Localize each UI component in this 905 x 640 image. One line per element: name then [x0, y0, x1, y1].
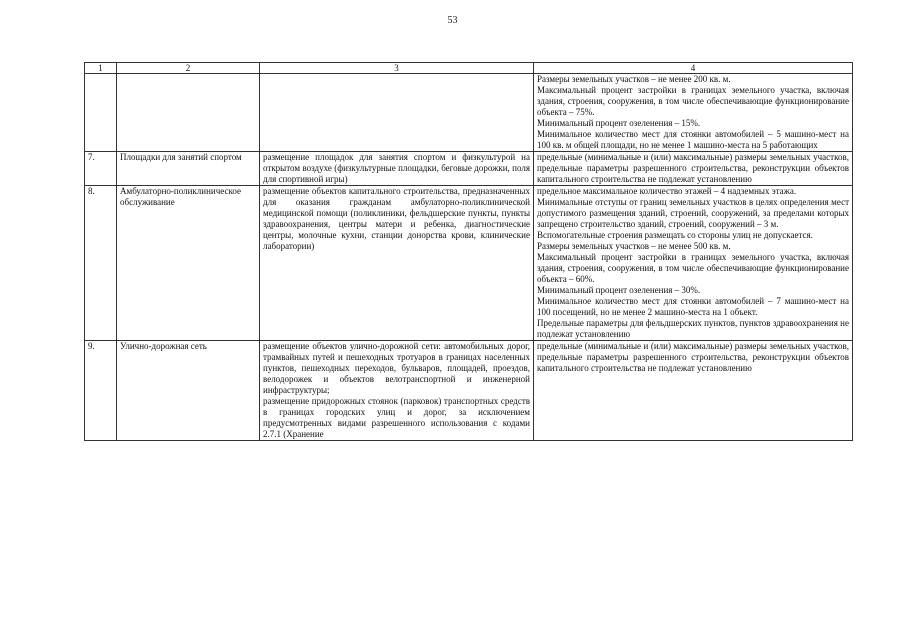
param-line: Минимальный процент озеленения – 30%.	[537, 285, 701, 295]
param-line: Максимальный процент застройки в границах земельного участка, включая здания, строения, сооружения, в том числе обеспечивающие функционирование объекта – 75%.	[537, 85, 849, 117]
param-line: Вспомогательные строения размещать со стороны улиц не допускается.	[537, 230, 813, 240]
header-col-1: 1	[85, 63, 117, 74]
param-line: Минимальное количество мест для стоянки автомобилей – 7 машино-мест на 100 посещений, но не менее 2 машино-места на 1 объект.	[537, 296, 849, 317]
header-col-3: 3	[260, 63, 534, 74]
description-line: размещение придорожных стоянок (парковок) транспортных средств в границах городских улиц и дорог, за исключением предусмотренных видами разрешенного использования с кодами 2.7.1 (Хранение	[263, 396, 530, 439]
param-line: Минимальные отступы от границ земельных участков в целях определения мест допустимого размещения зданий, строений, сооружений, за пределами которых запрещено строительство зданий, строений, сооружений – 3 м.	[537, 197, 849, 229]
row-number: 9.	[85, 341, 117, 441]
page-number: 53	[447, 15, 458, 26]
row-name	[117, 74, 260, 152]
description-line: размещение объектов капитального строительства, предназначенных для оказания гражданам амбулаторно-поликлинической медицинской помощи (поликлиники, фельдшерские пункты, пункты здравоохранения, центры матери и ребенка, диагностические центры, молочные кухни, станции донорства крови, клинические лаборатории)	[263, 186, 530, 251]
param-line: предельные (минимальные и (или) максимальные) размеры земельных участков, предельные параметры разрешенного строительства, реконструкции объектов капитального строительства не подлежат установлению	[537, 152, 849, 184]
param-line: Предельные параметры для фельдшерских пунктов, пунктов здравоохранения не подлежат установлению	[537, 318, 849, 339]
row-name: Амбулаторно-поликлиническое обслуживание	[117, 186, 260, 341]
param-line: Минимальное количество мест для стоянки автомобилей – 5 машино-мест на 100 кв. м общей площади, но не менее 1 машино-места на 5 работающих	[537, 129, 849, 150]
header-row	[85, 63, 853, 74]
row-name: Улично-дорожная сеть	[117, 341, 260, 441]
land-use-table	[84, 62, 853, 441]
param-line: Размеры земельных участков – не менее 200 кв. м.	[537, 74, 731, 84]
row-params	[534, 152, 853, 186]
param-line: Минимальный процент озеленения – 15%.	[537, 118, 701, 128]
row-params	[534, 186, 853, 341]
table-row	[85, 74, 853, 152]
row-number	[85, 74, 117, 152]
row-params	[534, 74, 853, 152]
param-line: Максимальный процент застройки в границах земельного участка, включая здания, строения, сооружения, в том числе обеспечивающие функционирование объекта – 60%.	[537, 252, 849, 284]
row-description	[260, 341, 534, 441]
param-line: предельное максимальное количество этажей – 4 надземных этажа.	[537, 186, 797, 196]
header-col-4: 4	[534, 63, 853, 74]
param-line: предельные (минимальные и (или) максимальные) размеры земельных участков, предельные параметры разрешенного строительства, реконструкции объектов капитального строительства не подлежат установлению	[537, 341, 849, 373]
row-description	[260, 186, 534, 341]
row-params	[534, 341, 853, 441]
description-line: размещение объектов улично-дорожной сети: автомобильных дорог, трамвайных путей и пешеходных тротуаров в границах населенных пунктов, пешеходных переходов, бульваров, площадей, проездов, велодорожек и объектов велотранспортной и инженерной инфраструктуры;	[263, 341, 530, 395]
table-row	[85, 186, 853, 341]
param-line: Размеры земельных участков – не менее 500 кв. м.	[537, 241, 731, 251]
row-name: Площадки для занятий спортом	[117, 152, 260, 186]
table-row	[85, 341, 853, 441]
row-description	[260, 74, 534, 152]
header-col-2: 2	[117, 63, 260, 74]
description-line: размещение площадок для занятия спортом и физкультурой на открытом воздухе (физкультурные площадки, беговые дорожки, поля для спортивной игры)	[263, 152, 530, 184]
row-number: 7.	[85, 152, 117, 186]
table-row	[85, 152, 853, 186]
row-number: 8.	[85, 186, 117, 341]
row-description	[260, 152, 534, 186]
